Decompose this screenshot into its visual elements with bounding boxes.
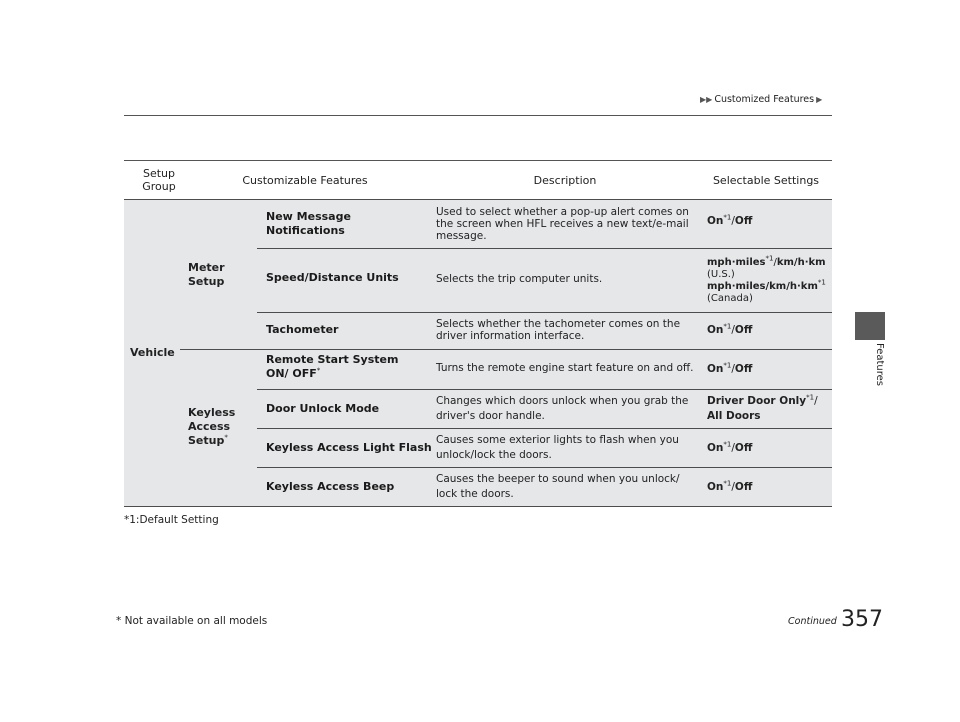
description-keyless-access-beep: Causes the beeper to sound when you unlock/ lock the doors. xyxy=(436,473,680,500)
row-divider xyxy=(180,349,832,350)
feature-door-unlock-mode: Door Unlock Mode xyxy=(266,402,380,415)
setting-new-message-notifications: On$^{*1}$/Off xyxy=(707,213,753,227)
feature-keyless-access-beep: Keyless Access Beep xyxy=(266,480,395,493)
setting-remote-start-system: On$^{*1}$/Off xyxy=(707,361,753,375)
page-number: 357 xyxy=(841,607,883,632)
section-tab-marker xyxy=(855,312,885,340)
description-speed-distance-units: Selects the trip computer units. xyxy=(436,273,603,285)
setting-speed-distance-units: mph·miles$^{*1}$/km/h·km (U.S.) $mph\cdot miles/km/h\cdot km^{*1}$ (Canada) xyxy=(707,254,826,304)
row-divider xyxy=(257,248,832,249)
description-remote-start-system: Turns the remote engine start feature on and off. xyxy=(436,362,694,374)
section-tab-label: Features xyxy=(874,343,885,386)
description-keyless-access-light-flash: Causes some exterior lights to flash when you unlock/lock the doors. xyxy=(436,434,679,461)
subgroup-meter-setup: Meter Setup xyxy=(188,261,225,288)
feature-speed-distance-units: Speed/Distance Units xyxy=(266,271,399,284)
breadcrumb-label: Customized Features xyxy=(714,94,815,105)
description-door-unlock-mode: Changes which doors unlock when you grab the driver's door handle. xyxy=(436,395,689,422)
feature-remote-start-system: Remote Start System ON/ OFF* xyxy=(266,353,399,380)
row-divider xyxy=(257,312,832,313)
setting-tachometer: On$^{*1}$/Off xyxy=(707,322,753,336)
triangle-right-icon: ▶ xyxy=(816,95,823,104)
header-rule xyxy=(124,115,832,116)
description-new-message-notifications: Used to select whether a pop-up alert comes on the screen when HFL receives a new text/e-mail message. xyxy=(436,206,689,242)
row-divider xyxy=(257,428,832,429)
header-selectable-settings: Selectable Settings xyxy=(712,173,820,187)
setting-keyless-access-light-flash: On$^{*1}$/Off xyxy=(707,440,753,454)
table-bottom-rule xyxy=(124,506,832,507)
row-divider xyxy=(257,389,832,390)
setting-keyless-access-beep: On$^{*1}$/Off xyxy=(707,479,753,493)
feature-new-message-notifications: New Message Notifications xyxy=(266,210,351,237)
header-customizable-features: Customizable Features xyxy=(242,173,368,187)
triangle-right-icon: ▶▶ xyxy=(700,95,713,104)
breadcrumb xyxy=(700,94,824,105)
continued-label: Continued xyxy=(788,616,837,627)
footnote-not-available: * Not available on all models xyxy=(116,615,268,627)
row-divider xyxy=(257,467,832,468)
table-header-rule xyxy=(124,199,832,200)
feature-keyless-access-light-flash: Keyless Access Light Flash xyxy=(266,441,432,454)
group-vehicle: Vehicle xyxy=(130,346,175,359)
setting-door-unlock-mode: Driver Door Only$^{*1}$/ All Doors xyxy=(707,393,818,422)
description-tachometer: Selects whether the tachometer comes on the driver information interface. xyxy=(436,318,681,342)
feature-tachometer: Tachometer xyxy=(266,323,339,336)
header-description: Description xyxy=(533,173,597,187)
footnote-default-setting: *1:Default Setting xyxy=(124,514,219,526)
subgroup-keyless-access-setup: Keyless Access Setup* xyxy=(188,406,236,447)
header-setup-group: Setup Group xyxy=(142,167,176,193)
